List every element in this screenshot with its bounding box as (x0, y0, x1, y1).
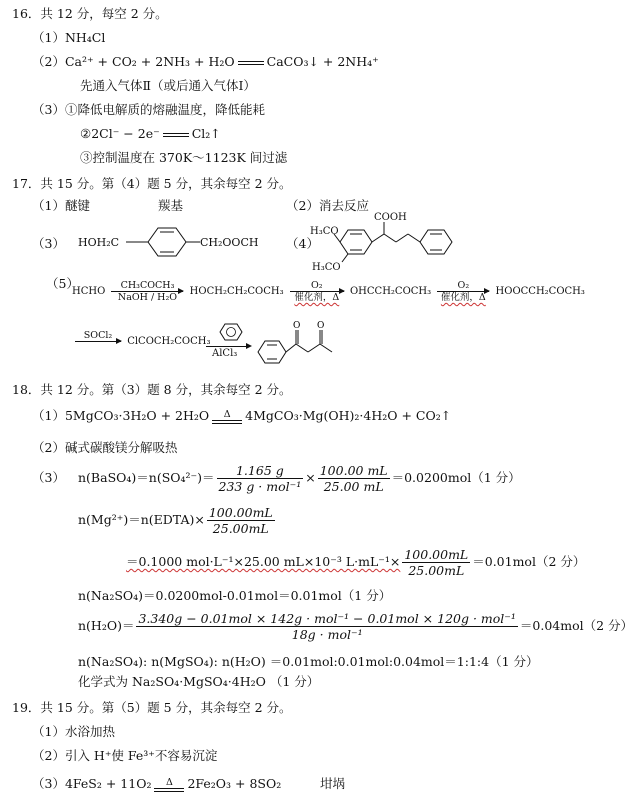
q17-answer-4-structure (310, 210, 470, 276)
q16-answer-3-2-left: ②2Cl⁻ − 2e⁻ (80, 126, 160, 141)
denominator: 18g · mol⁻¹ (291, 627, 363, 642)
product-structure (252, 318, 342, 368)
och3-group-top: H₃CO (310, 226, 339, 237)
arrow-top-text: CH₃COCH₃ (120, 280, 175, 291)
structure-right-group: CH₂OOCH (200, 236, 259, 249)
q18-calc-line-6: n(Na₂SO₄): n(MgSO₄): n(H₂O) ＝0.01mol:0.01mol:0.04mol＝1:1:4（1 分） (78, 654, 539, 669)
fraction (136, 611, 517, 642)
numerator: 100.00mL (404, 547, 469, 562)
numerator: 1.165 g (217, 463, 304, 479)
q19-answer-3 (32, 776, 281, 792)
fraction (402, 547, 470, 578)
q18-header: 18．共 12 分。第（3）题 8 分，其余每空 2 分。 (12, 382, 292, 397)
arrow-bottom-text: 催化剂，Δ (440, 292, 486, 303)
q18-answer-1-label: （1） (32, 408, 65, 423)
svg-text:O: O (293, 321, 301, 331)
equals-sign-icon (163, 131, 189, 139)
q17-answer-2: （2）消去反应 (286, 198, 369, 213)
q16-answer-3-2 (80, 126, 221, 142)
q17-header: 17．共 15 分。第（4）题 5 分，其余每空 2 分。 (12, 176, 292, 191)
q16-answer-3-1: （3）①降低电解质的熔融温度，降低能耗 (32, 102, 265, 117)
structure-left-group: HOH₂C (78, 236, 120, 249)
arrow-top-text: SOCl₂ (83, 330, 113, 341)
denominator: 25.00mL (408, 563, 465, 578)
route2-intermediate: ClCOCH₂COCH₃ (127, 336, 211, 347)
reaction-arrow-icon (290, 280, 344, 303)
calc-text: ＝0.1000 mol·L⁻¹×25.00 mL×10⁻³ L·mL⁻¹× (126, 554, 401, 569)
reaction-arrow-icon (111, 280, 183, 303)
q17-answer-4-label: （4） (286, 236, 319, 251)
q16-answer-3-2-right: Cl₂↑ (191, 126, 221, 141)
q16-answer-2-label: （2） (32, 54, 65, 69)
q16-answer-2-products: CaCO₃↓ + 2NH₄⁺ (266, 54, 379, 69)
numerator: 100.00 mL (319, 463, 388, 478)
condition-text: Δ (223, 409, 231, 420)
q19-answer-3-reactants: 4FeS₂ + 11O₂ (64, 776, 152, 791)
q18-answer-2: （2）碱式碳酸镁分解吸热 (32, 440, 178, 455)
condition-text: Δ (166, 777, 173, 788)
route-intermediate-1: HOCH₂CH₂COCH₃ (189, 286, 284, 297)
q18-answer-1-reactants: 5MgCO₃·3H₂O + 2H₂O (64, 408, 210, 423)
calc-result: ＝0.01mol（2 分） (472, 554, 586, 569)
denominator: 233 g · mol⁻¹ (218, 479, 302, 494)
q16-answer-2-reactants: Ca²⁺ + CO₂ + 2NH₃ + H₂O (64, 54, 235, 69)
fraction (318, 463, 390, 494)
q17-answer-1-second: 羰基 (158, 198, 184, 213)
arrow-bottom-text: NaOH / H₂O (117, 292, 178, 303)
q17-answer-5-label: （5） (46, 276, 79, 291)
reaction-arrow-icon (437, 280, 489, 303)
calc-text: n(Mg²⁺)＝n(EDTA)× (78, 512, 205, 527)
q18-calc-line-1: n(BaSO₄)＝n(SO₄²⁻)＝ $\frac{1.165 g}{\text{233 g · mol⁻¹}}$ × $\frac{100.00 mL}{25.00 mL}$ ＝0.0200mol（1 分） (78, 463, 521, 494)
arrow-bottom-text: AlCl₃ (212, 348, 238, 359)
reaction-arrow-benzene (206, 322, 252, 362)
q18-answer-1 (32, 408, 451, 424)
numerator: 100.00mL (208, 505, 273, 520)
route-end: HOOCCH₂COCH₃ (495, 286, 585, 297)
q18-answer-3-label: （3） (32, 470, 65, 485)
q17-answer-3-label: （3） (32, 236, 65, 251)
equals-sign-icon (238, 59, 264, 67)
route-intermediate-2: OHCCH₂COCH₃ (349, 286, 432, 297)
q19-answer-3-extra: 坩埚 (320, 776, 346, 791)
calc-result: ＝0.0200mol（1 分） (391, 470, 521, 485)
heat-equals-icon (212, 409, 242, 424)
calc-text: n(H₂O)＝ (78, 618, 135, 633)
denominator: 25.00mL (212, 521, 269, 536)
denominator: 25.00 mL (323, 479, 384, 494)
heat-equals-icon (154, 777, 184, 792)
q16-header: 16．共 12 分，每空 2 分。 (12, 6, 168, 21)
calc-text: n(BaSO₄)＝n(SO₄²⁻)＝ (78, 470, 215, 485)
calc-result: ＝0.04mol（2 分） (519, 618, 633, 633)
q16-answer-3-3: ③控制温度在 370K～1123K 间过滤 (80, 150, 288, 165)
synthesis-route-2 (72, 330, 211, 354)
synthesis-route-1 (72, 280, 585, 304)
reaction-arrow-icon (75, 330, 121, 353)
route-start: HCHO (72, 286, 106, 297)
q18-calc-line-5 (78, 606, 633, 646)
q19-answer-1: （1）水浴加热 (32, 724, 115, 739)
diketone-structure-icon (252, 318, 342, 368)
fraction (207, 505, 275, 536)
numerator: 3.340g − 0.01mol × 142g · mol⁻¹ − 0.01mol × 120g · mol⁻¹ (138, 611, 516, 626)
och3-group-bottom: H₃CO (312, 262, 341, 273)
arrow-top-text: O₂ (457, 280, 470, 291)
arrow-top-text: O₂ (310, 280, 323, 291)
arrow-line (206, 346, 248, 347)
fraction (217, 463, 304, 494)
q19-answer-2: （2）引入 H⁺使 Fe³⁺不容易沉淀 (32, 748, 218, 763)
q18-calc-line-7: 化学式为 Na₂SO₄·MgSO₄·4H₂O （1 分） (78, 674, 320, 689)
q16-answer-2 (32, 54, 379, 70)
q19-answer-3-products: 2Fe₂O₃ + 8SO₂ (187, 776, 282, 791)
q19-header: 19．共 15 分。第（5）题 5 分，其余每空 2 分。 (12, 700, 292, 715)
q19-answer-3-label: （3） (32, 776, 65, 791)
q17-answer-1: （1）醚键 (32, 198, 90, 213)
q18-calc-line-4: n(Na₂SO₄)＝0.0200mol-0.01mol＝0.01mol（1 分） (78, 588, 392, 603)
q16-answer-1: （1）NH₄Cl (32, 30, 106, 45)
cooh-group: COOH (374, 212, 407, 223)
q18-calc-line-2 (78, 502, 277, 538)
svg-text:O: O (317, 321, 325, 331)
q16-answer-2-note: 先通入气体Ⅱ（或后通入气体Ⅰ） (80, 78, 256, 93)
q17-answer-3-structure (78, 222, 278, 262)
q18-answer-1-products: 4MgCO₃·Mg(OH)₂·4H₂O + CO₂↑ (245, 408, 452, 423)
q18-calc-line-3 (126, 544, 585, 580)
arrow-bottom-text: 催化剂，Δ (294, 292, 340, 303)
